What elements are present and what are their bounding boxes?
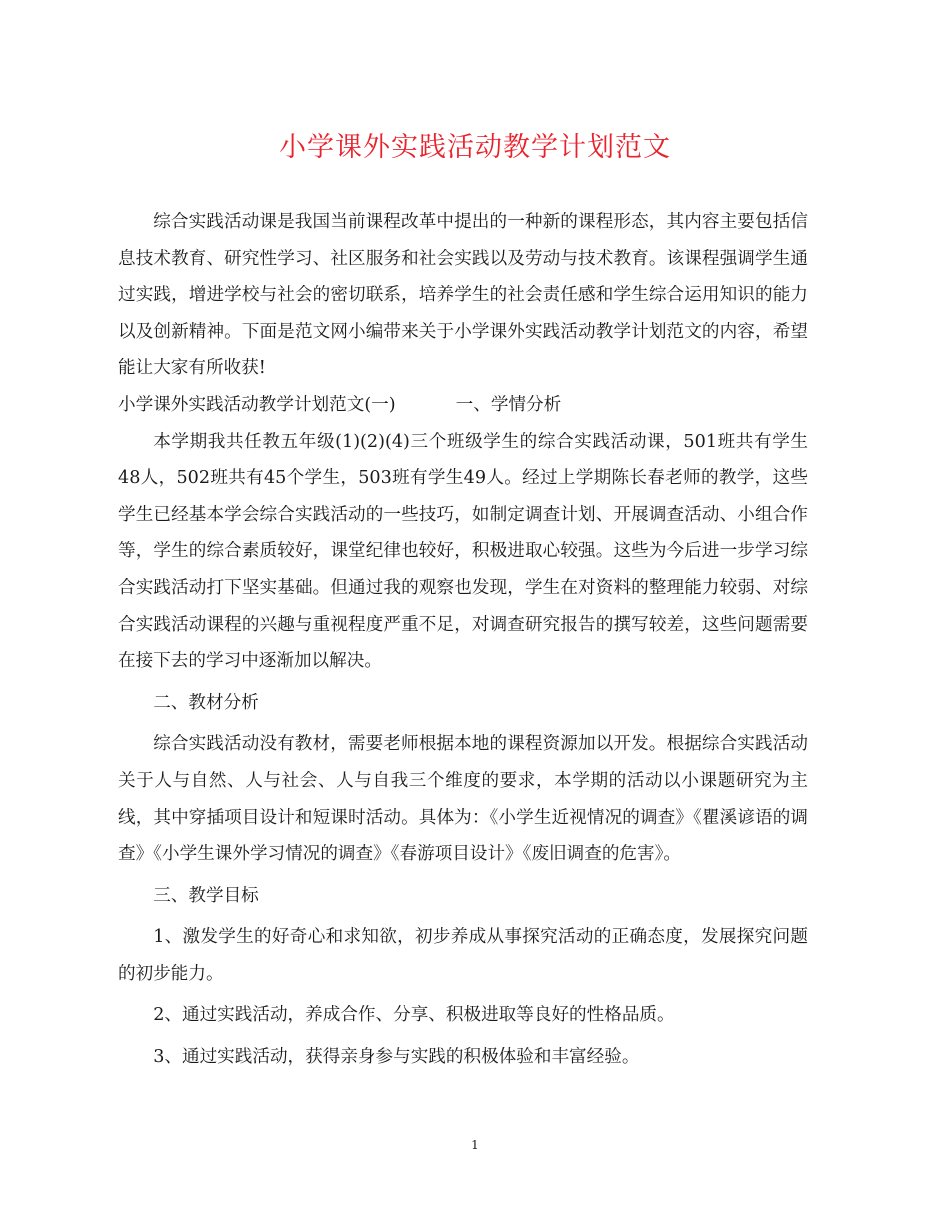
- section-heading-line: [118, 387, 808, 424]
- intro-paragraph: 综合实践活动课是我国当前课程改革中提出的一种新的课程形态，其内容主要包括信息技术教育、研究性学习、社区服务和社会实践以及劳动与技术教育。该课程强调学生通过实践，增进学校与社会的密切联系，培养学生的社会责任感和学生综合运用知识的能力以及创新精神。下面是范文网小编带来关于小学课外实践活动教学计划范文的内容，希望能让大家有所收获!: [118, 212, 808, 379]
- section-title: 小学课外实践活动教学计划范文(一): [118, 394, 396, 415]
- document-body: [118, 204, 808, 1076]
- heading-jiaocai: 二、教材分析: [153, 692, 259, 713]
- paragraph-jiaocai: 综合实践活动没有教材，需要老师根据本地的课程资源加以开发。根据综合实践活动关于人与自然、人与社会、人与自我三个维度的要求，本学期的活动以小课题研究为主线，其中穿插项目设计和短课时活动。具体为：《小学生近视情况的调查》《瞿溪谚语的调查》《小学生课外学习情况的调查》《春游项目设计》《废旧调查的危害》。: [118, 734, 808, 865]
- paragraph-xueqing: 本学期我共任教五年级(1)(2)(4)三个班级学生的综合实践活动课，501班共有学生48人，502班共有45个学生，503班有学生49人。经过上学期陈长春老师的教学，这些学生已经基本学会综合实践活动的一些技巧，如制定调查计划、开展调查活动、小组合作等，学生的综合素质较好，课堂纪律也较好，积极进取心较强。这些为今后进一步学习综合实践活动打下坚实基础。但通过我的观察也发现，学生在对资料的整理能力较弱、对综合实践活动课程的兴趣与重视程度严重不足，对调查研究报告的撰写较差，这些问题需要在接下去的学习中逐渐加以解决。: [118, 431, 808, 672]
- page-number: 1: [471, 1138, 479, 1152]
- heading-mubiao: 三、教学目标: [153, 885, 259, 906]
- goal-item-1: 1、激发学生的好奇心和求知欲，初步养成从事探究活动的正确态度，发展探究问题的初步能力。: [118, 927, 808, 984]
- heading-xueqing: 一、学情分析: [455, 394, 562, 415]
- goal-item-2: 2、通过实践活动，养成合作、分享、积极进取等良好的性格品质。: [153, 1005, 675, 1026]
- goal-item-3: 3、通过实践活动，获得亲身参与实践的积极体验和丰富经验。: [153, 1047, 640, 1068]
- document-title: 小学课外实践活动教学计划范文: [279, 132, 671, 163]
